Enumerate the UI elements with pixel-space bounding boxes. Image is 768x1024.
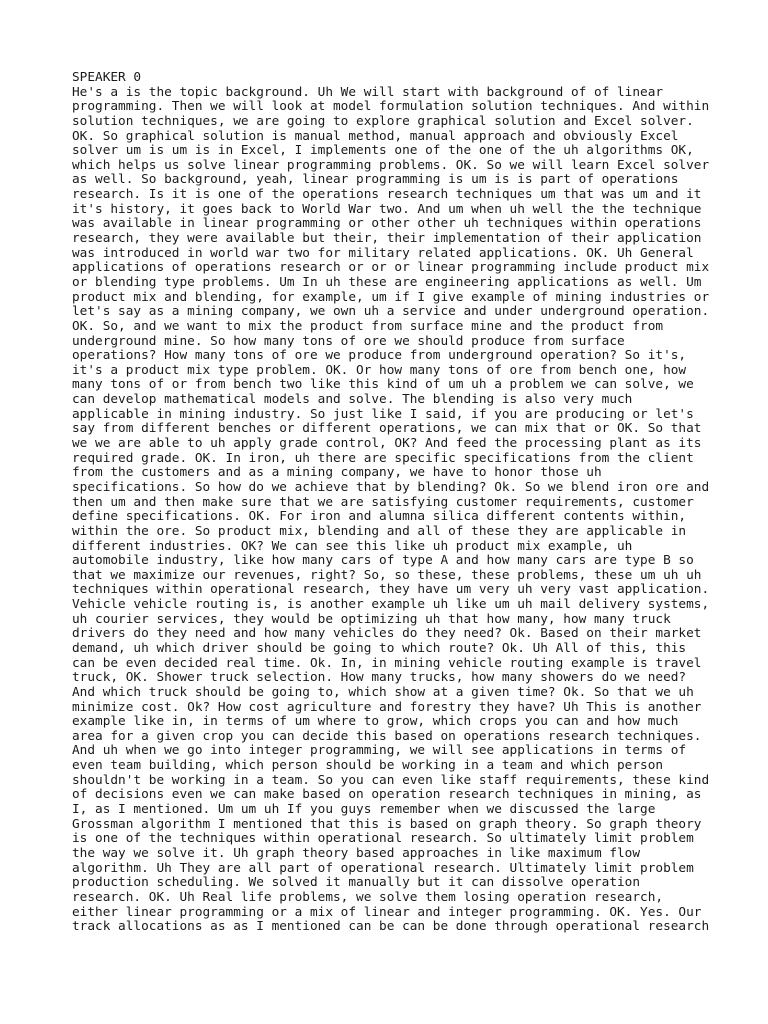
transcript-line: applicable in mining industry. So just like I said, if you are producing or let's [72,406,694,422]
transcript-line: we we are able to uh apply grade control, OK? And feed the processing plant as its [72,436,702,452]
transcript-line: was available in linear programming or other other uh techniques within operations [72,216,702,232]
transcript-line: automobile industry, like how many cars of type A and how many cars are type B so [72,553,694,569]
transcript-line: minimize cost. Ok? How cost agriculture and forestry they have? Uh This is another [72,699,702,715]
transcript-line: define specifications. OK. For iron and alumna silica different contents within, [72,509,687,525]
transcript-line: different industries. OK? We can see this like uh product mix example, uh [72,538,633,554]
transcript-line: can be even decided real time. Ok. In, in mining vehicle routing example is travel [72,655,702,671]
transcript-line: production scheduling. We solved it manually but it can dissolve operation [72,875,641,891]
transcript-line: algorithm. Uh They are all part of operational research. Ultimately limit problem [72,860,694,876]
transcript-line: was introduced in world war two for military related applications. OK. Uh General [72,245,694,261]
transcript-line: or blending type problems. Um In uh these are engineering applications as well. Um [72,274,702,290]
transcript-line: from the customers and as a mining company, we have to honor those uh [72,465,602,481]
transcript-line: is one of the techniques within operational research. So ultimately limit problem [72,831,694,847]
transcript-line: of decisions even we can make based on operation research techniques in mining, as [72,787,702,803]
transcript-line: applications of operations research or or or linear programming include product mix [72,260,710,276]
transcript-line: within the ore. So product mix, blending and all of these they are applicable in [72,523,687,539]
transcript-line: And which truck should be going to, which show at a given time? Ok. So that we uh [72,684,694,700]
transcript-line: techniques within operational research, they have um very uh very vast application. [72,582,710,598]
transcript-line: OK. So, and we want to mix the product from surface mine and the product from [72,318,664,334]
transcript-line: research, they were available but their, their implementation of their application [72,231,702,247]
transcript-line: it's history, it goes back to World War two. And um when uh well the the technique [72,201,702,217]
transcript-line: demand, uh which driver should be going to which route? Ok. Uh All of this, this [72,640,687,656]
transcript-line: say from different benches or different operations, we can mix that or OK. So that [72,421,702,437]
transcript-line: research. OK. Uh Real life problems, we solve them losing operation research, [72,889,664,905]
transcript-line: specifications. So how do we achieve that by blending? Ok. So we blend iron ore and [72,479,710,495]
transcript-body [72,86,728,935]
transcript-line: drivers do they need and how many vehicles do they need? Ok. Based on their market [72,626,702,642]
transcript-line: He's a is the topic background. Uh We will start with background of of linear [72,84,664,100]
transcript-line: which helps us solve linear programming problems. OK. So we will learn Excel solver [72,157,710,173]
speaker-label: SPEAKER 0 [72,70,142,85]
transcript-line: I, as I mentioned. Um um uh If you guys remember when we discussed the large [72,802,656,818]
transcript-line: programming. Then we will look at model formulation solution techniques. And within [72,99,710,115]
transcript-line: as well. So background, yeah, linear programming is um is is part of operations [72,172,679,188]
transcript-line: can develop mathematical models and solve. The blending is also very much [72,392,633,408]
transcript-line: area for a given crop you can decide this based on operations research techniques. [72,728,702,744]
transcript-line: many tons of or from bench two like this kind of um uh a problem we can solve, we [72,377,694,393]
transcript-line: Grossman algorithm I mentioned that this is based on graph theory. So graph theory [72,816,702,832]
transcript-line: uh courier services, they would be optimizing uh that how many, how many truck [72,611,671,627]
transcript-line: operations? How many tons of ore we produce from underground operation? So it's, [72,348,687,364]
transcript-line: solver um is um is in Excel, I implements one of the one of the uh algorithms OK, [72,143,694,159]
transcript-line: solution techniques, we are going to explore graphical solution and Excel solver. [72,113,694,129]
transcript-line: required grade. OK. In iron, uh there are specific specifications from the client [72,450,694,466]
transcript-line: then um and then make sure that we are satisfying customer requirements, customer [72,494,694,510]
transcript-line: even team building, which person should be working in a team and which person [72,758,664,774]
transcript-line: And uh when we go into integer programming, we will see applications in terms of [72,743,687,759]
transcript-line: let's say as a mining company, we own uh a service and under underground operation. [72,304,710,320]
transcript-line: truck, OK. Shower truck selection. How many trucks, how many showers do we need? [72,670,687,686]
transcript-line: research. Is it is one of the operations research techniques um that was um and it [72,187,702,203]
transcript-line: OK. So graphical solution is manual method, manual approach and obviously Excel [72,128,679,144]
transcript-line: that we maximize our revenues, right? So, so these, these problems, these um uh uh [72,567,702,583]
transcript-line: it's a product mix type problem. OK. Or how many tons of ore from bench one, how [72,362,687,378]
transcript-line: track allocations as as I mentioned can be can be done through operational research [72,919,710,935]
transcript-line: the way we solve it. Uh graph theory based approaches in like maximum flow [72,845,641,861]
transcript-line: Vehicle vehicle routing is, is another example uh like um uh mail delivery systems, [72,597,710,613]
transcript-line: either linear programming or a mix of linear and integer programming. OK. Yes. Our [72,904,702,920]
transcript-line: underground mine. So how many tons of ore we should produce from surface [72,333,625,349]
transcript-line: shouldn't be working in a team. So you can even like staff requirements, these kind [72,772,710,788]
transcript-line: product mix and blending, for example, um if I give example of mining industries or [72,289,710,305]
transcript-line: example like in, in terms of um where to grow, which crops you can and how much [72,714,679,730]
